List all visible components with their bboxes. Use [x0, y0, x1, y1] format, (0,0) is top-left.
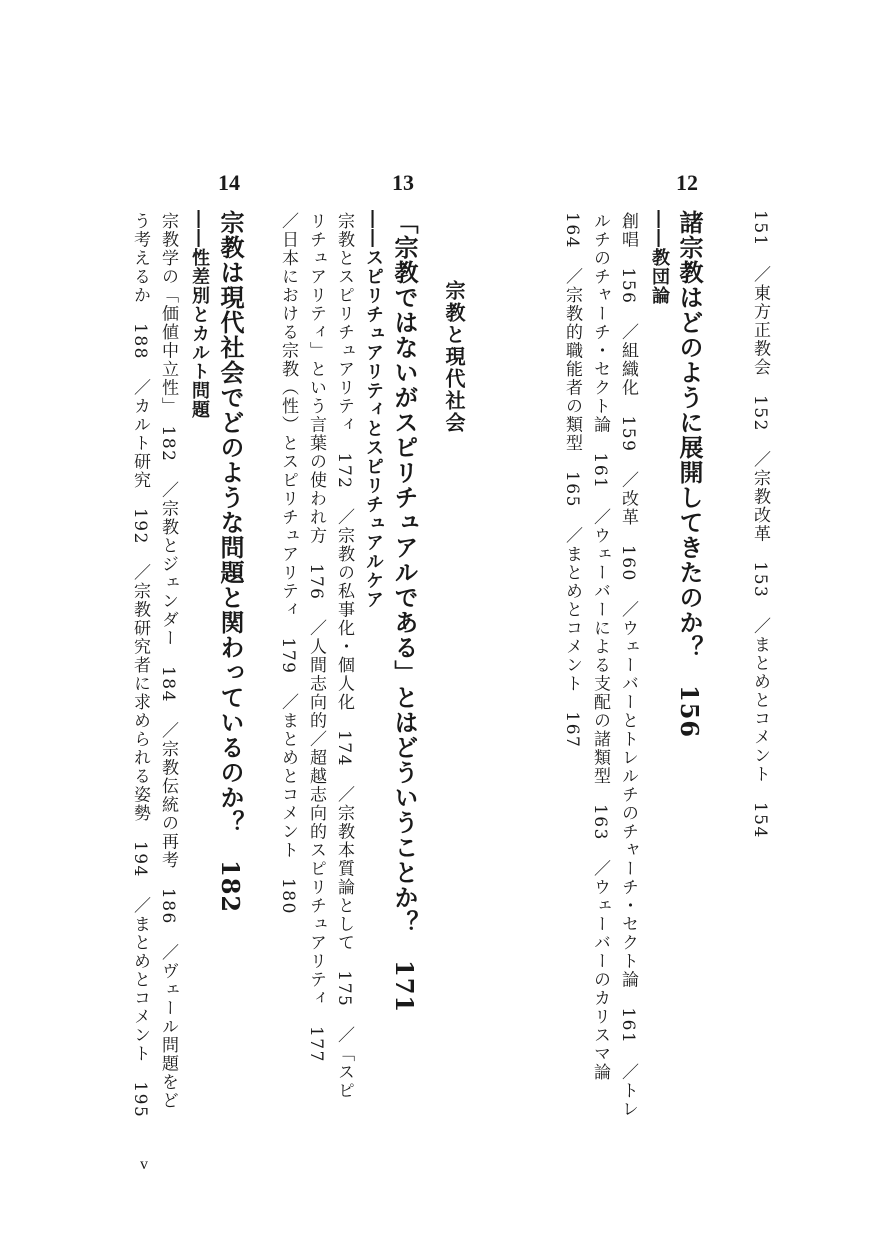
- ch14-line-1: 宗教学の「価値中立性」 182 ／宗教とジェンダー 184 ／宗教伝統の再考 186 ／ヴェール問題をど: [158, 212, 178, 1110]
- ch13-line-2: リチュアリティ」という言葉の使われ方 176 ／人間志向的／超越志向的スピリチュアリティ 177: [306, 212, 326, 1063]
- ch14-line-2: う考えるか 188 ／カルト研究 192 ／宗教研究者に求められる姿勢 194 ／まとめとコメント 195: [130, 212, 150, 1119]
- ch12-title: 諸宗教はどのように展開してきたのか？ 156: [675, 210, 704, 739]
- ch12-line-1: 創唱 156 ／組織化 159 ／改革 160 ／ウェーバーとトレルチのチャーチ・セクト論 161 ／トレ: [618, 212, 638, 1119]
- ch12-subtitle: ――教団論: [649, 210, 670, 305]
- ch13-line-3: ／日本における宗教（性）とスピリチュアリティ 179 ／まとめとコメント 180: [278, 212, 298, 915]
- page-folio: v: [140, 1156, 148, 1173]
- ch14-number: 14: [218, 170, 240, 195]
- ch13-title: 「宗教ではないがスピリチュアルである」とはどういうことか？ 171: [390, 210, 419, 1014]
- ch14-subtitle: ――性差別とカルト問題: [189, 210, 210, 419]
- ch12-prev-line: 151 ／東方正教会 152 ／宗教改革 153 ／まとめとコメント 154: [750, 210, 770, 839]
- ch12-line-2: ルチのチャーチ・セクト論 161 ／ウェーバーによる支配の諸類型 163 ／ウェーバーのカリスマ論: [590, 212, 610, 1082]
- ch12-number: 12: [676, 170, 698, 195]
- ch14-title: 宗教は現代社会でどのような問題と関わっているのか？ 182: [216, 210, 245, 914]
- ch13-subtitle: ――スピリチュアリティとスピリチュアルケア: [363, 210, 384, 609]
- ch13-number: 13: [392, 170, 414, 195]
- ch13-line-1: 宗教とスピリチュアリティ 172 ／宗教の私事化・個人化 174 ／宗教本質論として 175 ／「スピ: [334, 212, 354, 1100]
- ch12-line-3: 164 ／宗教的職能者の類型 165 ／まとめとコメント 167: [562, 212, 582, 749]
- part-title: 宗教と現代社会: [442, 280, 466, 434]
